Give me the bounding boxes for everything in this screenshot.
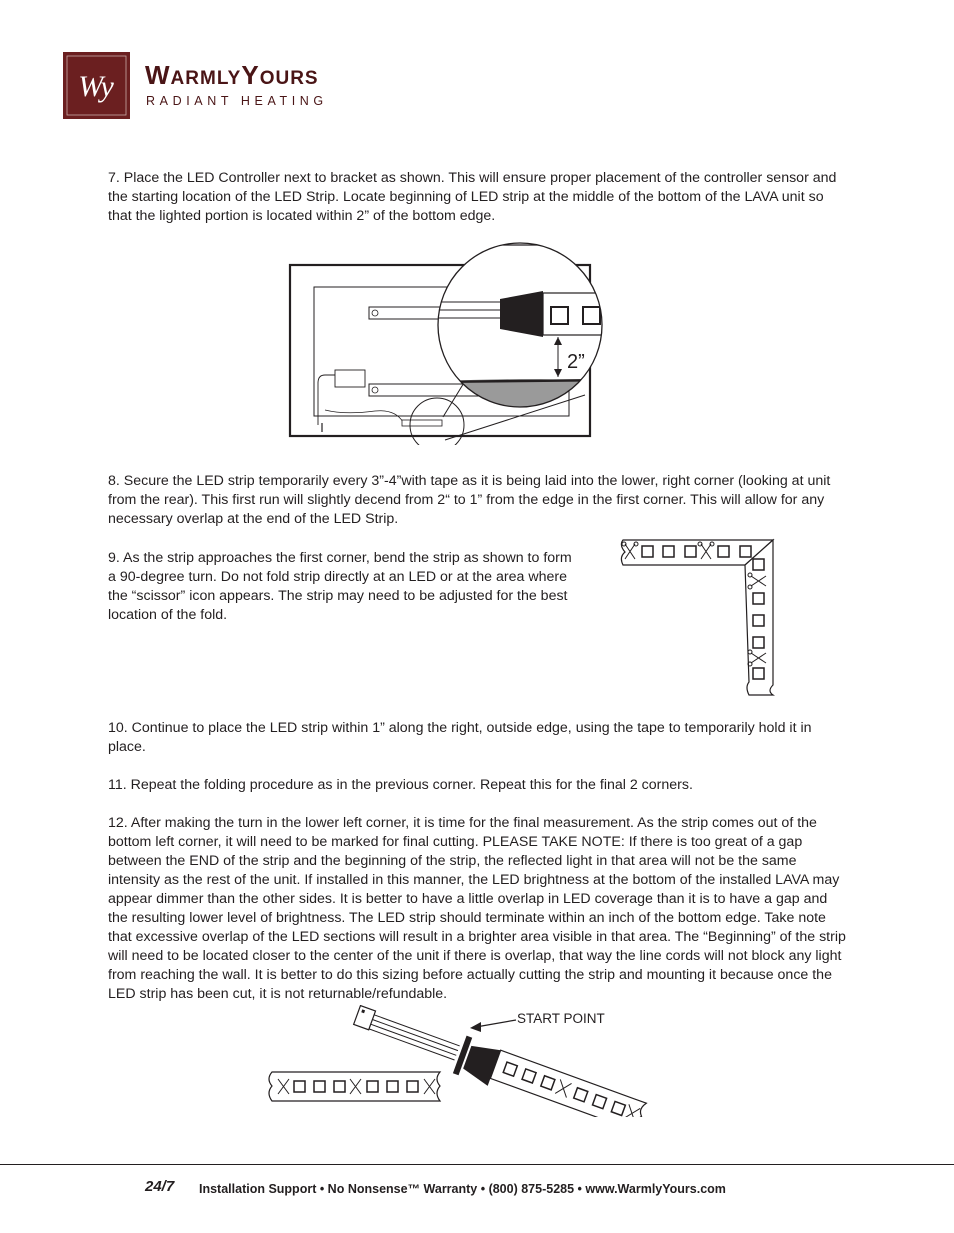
- footer: [145, 1176, 845, 1206]
- logo-monogram: Wy: [78, 70, 114, 103]
- start-point-label: START POINT: [517, 1011, 605, 1026]
- step-9-text: 9. As the strip approaches the first corner, bend the strip as shown to form a 90-degree turn. Do not fold strip directly at an LED or at the area where the “scissor” icon appears. The strip may need to be adjusted for the best location of the fold.: [108, 550, 572, 623]
- brand-tagline: RADIANT HEATING: [146, 94, 328, 108]
- corner-fold-diagram: [615, 535, 785, 700]
- footer-contact-text: Installation Support • No Nonsense™ Warranty • (800) 875-5285 • www.WarmlyYours.com: [199, 1182, 726, 1196]
- brand-name: WARMLYYOURS: [145, 60, 319, 90]
- footer-divider: [0, 1164, 954, 1165]
- start-point-diagram: [262, 1005, 662, 1117]
- step-11-text: 11. Repeat the folding procedure as in the previous corner. Repeat this for the final 2 corners.: [108, 777, 693, 793]
- dimension-label: 2”: [567, 351, 585, 373]
- step-7-text: 7. Place the LED Controller next to bracket as shown. This will ensure proper placement of the controller sensor and the starting location of the LED Strip. Locate beginning of LED strip at the middle of the bottom of the LAVA unit so that the lighted portion is located within 2” of the bottom edge.: [108, 170, 837, 224]
- brand-logo-mark: [63, 52, 130, 119]
- step-12-text: 12. After making the turn in the lower left corner, it is time for the final measurement. As the strip comes out of the bottom left corner, it will need to be marked for final cutting. PLEASE TAKE NOTE: If there is too great of a gap between the END of the strip and the beginning of the strip, the reflected light in that area will not be the same intensity as the rest of the unit. If installed in this manner, the LED brightness at the bottom of the installed LAVA may appear dimmer than the other sides. It is better to have a little overlap in LED coverage than it is to have a gap and the resulting lower level of brightness. The LED strip should terminate within an inch of the bottom edge. Take note that excessive overlap of the LED sections will result in a brighter area visible in that area. The “Beginning” of the strip will need to be located closer to the center of the unit if there is overlap, that way the line cords will not block any light from reaching the wall. It is better to do this sizing before actually cutting the strip and mounting it because once the LED strip has been cut, it is not returnable/refundable.: [108, 815, 846, 1002]
- support-badge: 24/7: [145, 1178, 175, 1195]
- controller-placement-diagram: [285, 225, 645, 445]
- step-10-text: 10. Continue to place the LED strip within 1” along the right, outside edge, using the tape to temporarily hold it in place.: [108, 720, 812, 755]
- step-8-text: 8. Secure the LED strip temporarily every 3”-4”with tape as it is being laid into the lower, right corner (looking at unit from the rear). This first run will slightly decend from 2“ to 1” from the edge in the first corner. This will allow for any necessary overlap at the end of the LED Strip.: [108, 473, 831, 527]
